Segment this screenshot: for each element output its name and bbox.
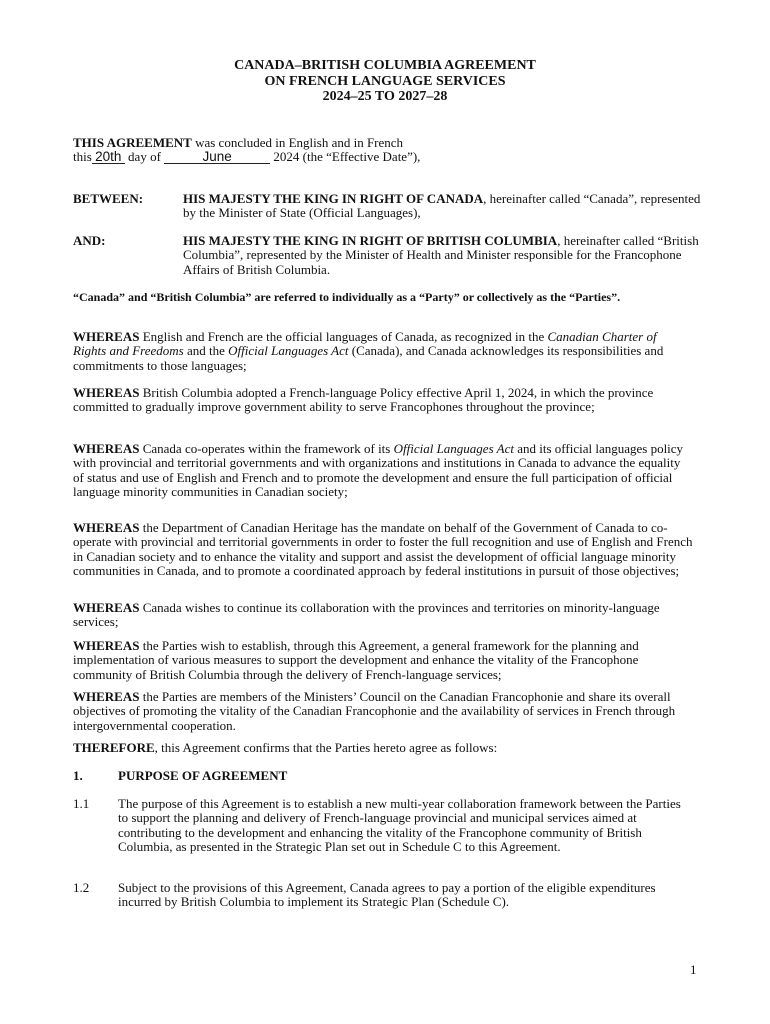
month-value: June (202, 149, 232, 165)
document-title (0, 58, 770, 105)
intro-day-of: day of (124, 149, 165, 165)
whereas-1-text-a: English and French are the official languages of Canada, as recognized in the (139, 329, 548, 344)
title-line-1: CANADA–BRITISH COLUMBIA AGREEMENT (234, 58, 536, 73)
clause-text: The purpose of this Agreement is to establish a new multi-year collaboration framework between the Parties to support the planning and delivery of French-language provincial and municipal services aimed at contributing to the development and enhancing the vitality of the Francophone community of British Columbia, as presented in the Strategic Plan set out in Schedule C to this Agreement. (118, 796, 681, 854)
intro-paragraph (73, 136, 693, 165)
therefore-keyword: THEREFORE (73, 740, 155, 755)
whereas-keyword: WHEREAS (73, 600, 140, 615)
whereas-4-text: the Department of Canadian Heritage has the mandate on behalf of the Government of Canada to co-operate with provincial and territorial governments in order to foster the full recognition and use of English and French in Canadian society and to enhance the vitality and support and assist the development of official language minority communities in Canada, and to promote a coordinated approach by federal institutions in pursuit of those objectives; (73, 520, 693, 578)
intro-rest: 2024 (the “Effective Date”), (270, 149, 421, 165)
and-party-desc: , hereinafter called “British Columbia”, represented by the Minister of Health and Minister responsible for the Francophone Affairs of British Columbia. (183, 233, 699, 277)
month-field[interactable] (164, 150, 270, 164)
whereas-1-text-b: and the (183, 343, 229, 359)
and-label: AND: (73, 233, 106, 248)
whereas-5-text: Canada wishes to continue its collaboration with the provinces and territories on minority-language services; (73, 600, 660, 630)
clause-number: 1.2 (73, 880, 90, 895)
whereas-1 (73, 330, 693, 373)
therefore-clause (73, 741, 693, 755)
whereas-6-text: the Parties wish to establish, through this Agreement, a general framework for the planning and implementation of various measures to support the development and enhance the vitality of the Francophone community of British Columbia through the delivery of French-language services; (73, 638, 639, 682)
section-title: PURPOSE OF AGREEMENT (118, 768, 288, 783)
act-title: Official Languages Act (393, 441, 514, 456)
whereas-6 (73, 639, 693, 682)
whereas-keyword: WHEREAS (73, 385, 140, 400)
whereas-2-text: British Columbia adopted a French-language Policy effective April 1, 2024, in which the province committed to gradually improve government ability to serve Francophones throughout the province; (73, 385, 654, 415)
whereas-keyword: WHEREAS (73, 638, 140, 653)
whereas-4 (73, 521, 693, 578)
intro-lead: THIS AGREEMENT (73, 135, 192, 150)
whereas-2 (73, 386, 693, 415)
between-party-name: HIS MAJESTY THE KING IN RIGHT OF CANADA (183, 191, 484, 206)
title-line-3: 2024–25 TO 2027–28 (322, 89, 448, 104)
page-number: 1 (690, 962, 697, 977)
whereas-keyword: WHEREAS (73, 520, 140, 535)
whereas-7-text: the Parties are members of the Ministers’ Council on the Canadian Francophonie and share its overall objectives of promoting the vitality of the Canadian Francophonie and the availability of services in French through intergovernmental cooperation. (73, 689, 676, 733)
whereas-keyword: WHEREAS (73, 689, 140, 704)
day-value: 20th (95, 149, 122, 165)
whereas-1-text-c: (Canada), and Canada acknowledges its responsibilities and commitments to those languages; (73, 343, 664, 373)
whereas-3-text-a: Canada co-operates within the framework of its (139, 441, 394, 456)
intro-lead-rest: was concluded in English and in French (191, 135, 404, 150)
whereas-3 (73, 442, 693, 499)
parties-note: “Canada” and “British Columbia” are referred to individually as a “Party” or collectively as the “Parties”. (73, 290, 621, 304)
whereas-keyword: WHEREAS (73, 329, 140, 344)
between-party-desc: , hereinafter called “Canada”, represented by the Minister of State (Official Languages), (183, 191, 701, 221)
therefore-text: , this Agreement confirms that the Parties hereto agree as follows: (154, 740, 498, 755)
and-party-name: HIS MAJESTY THE KING IN RIGHT OF BRITISH COLUMBIA (183, 233, 558, 248)
whereas-keyword: WHEREAS (73, 441, 140, 456)
title-line-2: ON FRENCH LANGUAGE SERVICES (264, 73, 506, 89)
day-field[interactable] (92, 150, 125, 164)
whereas-7 (73, 690, 693, 733)
clause-number: 1.1 (73, 796, 90, 811)
intro-this: this (73, 149, 92, 165)
whereas-3-text-b: and its official languages policy with provincial and territorial governments and with organizations and institutions in Canada to advance the equality of status and use of English and French and to promote the development and ensure the full participation of official language minority communities in Canadian society; (73, 441, 684, 499)
whereas-5 (73, 601, 693, 630)
act-title: Official Languages Act (228, 343, 349, 359)
charter-title: Canadian Charter of Rights and Freedoms (73, 329, 657, 359)
between-label: BETWEEN: (73, 191, 144, 206)
section-number: 1. (73, 768, 83, 783)
clause-text: Subject to the provisions of this Agreement, Canada agrees to pay a portion of the eligible expenditures incurred by British Columbia to implement its Strategic Plan (Schedule C). (118, 880, 656, 910)
